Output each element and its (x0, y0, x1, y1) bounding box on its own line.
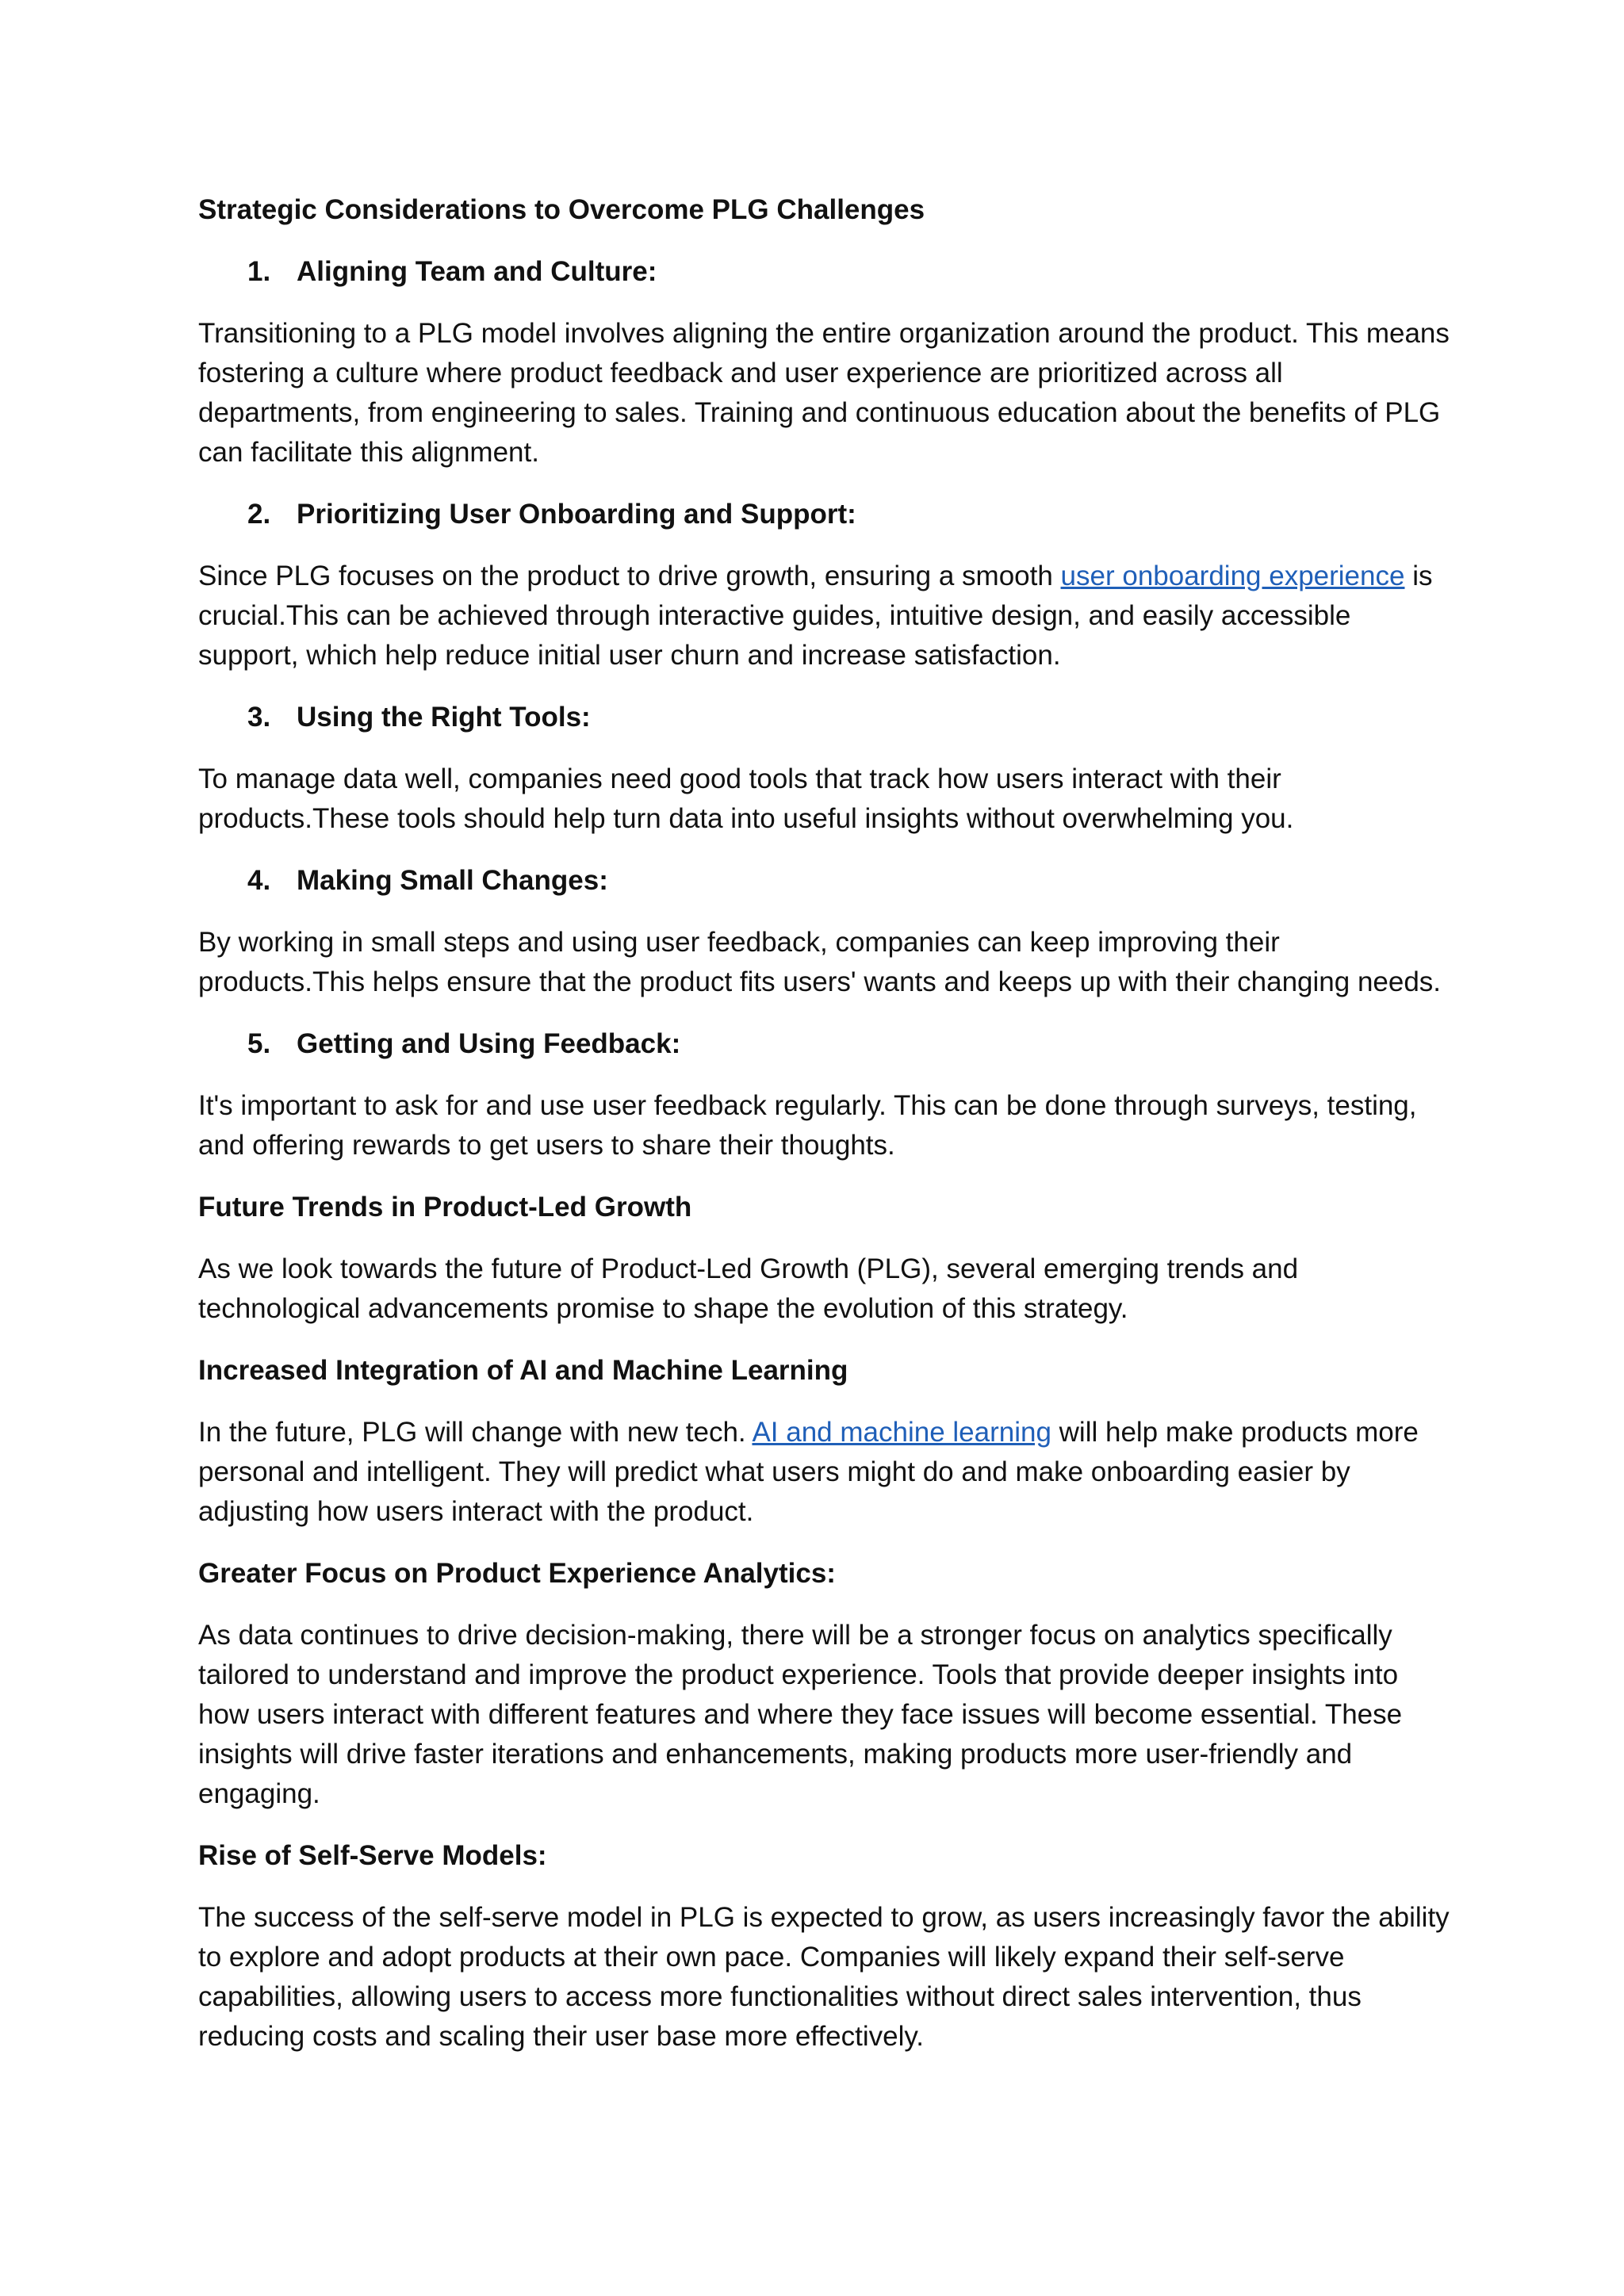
paragraph: As we look towards the future of Product-Led Growth (PLG), several emerging trends and technological advancements promise to shape the evolution of this strategy. (198, 1253, 1299, 1324)
text-before-link: Since PLG focuses on the product to drive growth, ensuring a smooth (198, 561, 1061, 591)
item-number: 2. (247, 499, 271, 530)
paragraph: To manage data well, companies need good tools that track how users interact with their products.These tools should help turn data into useful insights without overwhelming you. (198, 763, 1294, 834)
item-heading: Getting and Using Feedback: (297, 1028, 681, 1059)
user-onboarding-link[interactable]: user onboarding experience (1060, 561, 1405, 591)
numbered-heading-5 (198, 1024, 1451, 1064)
numbered-heading-2 (198, 495, 1451, 534)
paragraph: By working in small steps and using user feedback, companies can keep improving their products.This helps ensure that the product fits users' wants and keeps up with their changing needs. (198, 927, 1442, 997)
future-trends-heading: Future Trends in Product-Led Growth (198, 1192, 692, 1223)
item-heading: Prioritizing User Onboarding and Support: (297, 499, 856, 530)
ai-ml-link[interactable]: AI and machine learning (752, 1417, 1051, 1448)
ai-ml-heading: Increased Integration of AI and Machine Learning (198, 1355, 848, 1386)
item-number: 4. (247, 865, 271, 896)
item-number: 1. (247, 256, 271, 287)
text-before-link: In the future, PLG will change with new tech. (198, 1417, 753, 1448)
text-after-link: will help make products more personal and intelligent. They will predict what users might do and make onboarding easier by adjusting how users interact with the product. (198, 1417, 1419, 1527)
paragraph: It's important to ask for and use user feedback regularly. This can be done through surveys, testing, and offering rewards to get users to share their thoughts. (198, 1090, 1417, 1161)
analytics-heading: Greater Focus on Product Experience Analytics: (198, 1558, 836, 1589)
item-heading: Using the Right Tools: (297, 702, 591, 733)
text-after-link: is crucial.This can be achieved through interactive guides, intuitive design, and easily accessible support, which help reduce initial user churn and increase satisfaction. (198, 561, 1433, 671)
section-title: Strategic Considerations to Overcome PLG Challenges (198, 194, 925, 225)
paragraph: The success of the self-serve model in PLG is expected to grow, as users increasingly favor the ability to explore and adopt products at their own pace. Companies will likely expand their self-serve capabilities, allowing users to access more functionalities without direct sales intervention, thus reducing costs and scaling their user base more effectively. (198, 1902, 1450, 2052)
paragraph: As data continues to drive decision-making, there will be a stronger focus on analytics specifically tailored to understand and improve the product experience. Tools that provide deeper insights into how users interact with different features and where they face issues will become essential. These insights will drive faster iterations and enhancements, making products more user-friendly and engaging. (198, 1620, 1403, 1809)
item-number: 3. (247, 702, 271, 733)
self-serve-heading: Rise of Self-Serve Models: (198, 1840, 547, 1871)
numbered-heading-3 (198, 698, 1451, 737)
paragraph: Transitioning to a PLG model involves aligning the entire organization around the product. This means fostering a culture where product feedback and user experience are prioritized across all departments, from engineering to sales. Training and continuous education about the benefits of PLG can facilitate this alignment. (198, 318, 1450, 468)
item-heading: Aligning Team and Culture: (297, 256, 657, 287)
item-number: 5. (247, 1028, 271, 1059)
numbered-heading-4 (198, 861, 1451, 901)
document-page (198, 190, 1451, 2079)
paragraph (198, 557, 1451, 675)
item-heading: Making Small Changes: (297, 865, 608, 896)
numbered-heading-1 (198, 252, 1451, 292)
paragraph (198, 1413, 1451, 1532)
